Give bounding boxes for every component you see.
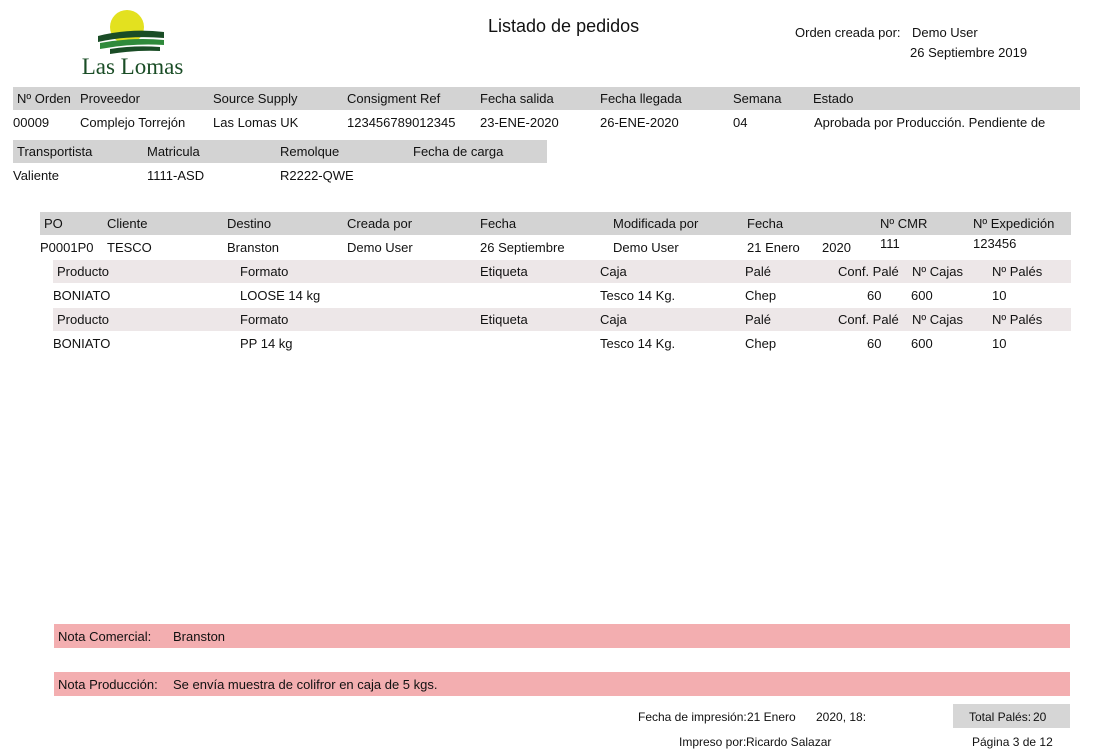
conf-pallet-value: 60 [867, 336, 882, 351]
status-value: Aprobada por Producción. Pendiente de [814, 115, 1046, 130]
pallet-header: Palé [745, 312, 772, 327]
carrier-header: Transportista [17, 144, 93, 159]
pallets-header: Nº Palés [992, 264, 1043, 279]
company-logo [70, 10, 195, 80]
label-header: Etiqueta [480, 312, 528, 327]
pallet-header: Palé [745, 264, 772, 279]
report-title: Listado de pedidos [488, 16, 640, 36]
created-by-value: Demo User [912, 25, 978, 40]
conf-pallet-header: Conf. Palé [838, 312, 899, 327]
client-header: Cliente [107, 216, 148, 231]
trailer-value: R2222-QWE [280, 168, 354, 183]
commercial-note-text: Branston [173, 629, 226, 644]
order-no-header: Nº Orden [17, 91, 71, 106]
po-date-header: Fecha [480, 216, 517, 231]
print-date-label: Fecha de impresión: [638, 710, 747, 724]
modified-by-header: Modificada por [613, 216, 699, 231]
carrier-value: Valiente [13, 168, 60, 183]
pallets-header: Nº Palés [992, 312, 1043, 327]
po-date-value: 26 Septiembre [480, 240, 565, 255]
commercial-note-label: Nota Comercial: [58, 629, 152, 644]
logo-sun-icon [70, 10, 195, 60]
page-number: Página 3 de 12 [972, 735, 1053, 749]
destination-header: Destino [227, 216, 272, 231]
source-supply-value: Las Lomas UK [213, 115, 299, 130]
created-by-label: Orden creada por: [795, 25, 901, 40]
format-header: Formato [240, 312, 289, 327]
po-created-by-value: Demo User [347, 240, 413, 255]
arrival-value: 26-ENE-2020 [600, 115, 679, 130]
mod-date-value: 21 Enero [747, 240, 800, 255]
expedition-value: 123456 [973, 236, 1017, 251]
production-note-text: Se envía muestra de colifror en caja de 5 kgs. [173, 677, 438, 692]
pallet-value: Chep [745, 336, 777, 351]
trailer-header: Remolque [280, 144, 340, 159]
production-note-label: Nota Producción: [58, 677, 158, 692]
status-header: Estado [813, 91, 854, 106]
po-value: P0001P0 [40, 240, 94, 255]
box-value: Tesco 14 Kg. [600, 336, 676, 351]
format-value: LOOSE 14 kg [240, 288, 321, 303]
boxes-header: Nº Cajas [912, 264, 963, 279]
box-header: Caja [600, 312, 627, 327]
client-value: TESCO [107, 240, 152, 255]
plate-header: Matricula [147, 144, 200, 159]
format-header: Formato [240, 264, 289, 279]
box-header: Caja [600, 264, 627, 279]
po-header: PO [44, 216, 63, 231]
pallets-value: 10 [992, 288, 1007, 303]
total-pallets-value: 20 [1033, 710, 1047, 724]
boxes-header: Nº Cajas [912, 312, 963, 327]
consignment-ref-value: 123456789012345 [347, 115, 456, 130]
arrival-header: Fecha llegada [600, 91, 682, 106]
mod-year-value: 2020 [822, 240, 851, 255]
load-date-header: Fecha de carga [413, 144, 504, 159]
destination-value: Branston [227, 240, 280, 255]
product-value: BONIATO [53, 336, 111, 351]
printed-by-label: Impreso por: [679, 735, 747, 749]
plate-value: 1111-ASD [147, 168, 205, 183]
order-no-value: 00009 [13, 115, 50, 130]
pallets-value: 10 [992, 336, 1007, 351]
print-time-value: 2020, 18: [816, 710, 867, 724]
cmr-value: 111 [880, 236, 900, 251]
supplier-header: Proveedor [80, 91, 140, 106]
cmr-header: Nº CMR [880, 216, 928, 231]
logo-text: Las Lomas [81, 54, 184, 79]
conf-pallet-value: 60 [867, 288, 882, 303]
week-value: 04 [733, 115, 748, 130]
print-date-value: 21 Enero [747, 710, 796, 724]
format-value: PP 14 kg [240, 336, 293, 351]
source-supply-header: Source Supply [213, 91, 298, 106]
week-header: Semana [733, 91, 782, 106]
departure-header: Fecha salida [480, 91, 554, 106]
modified-by-value: Demo User [613, 240, 679, 255]
pallet-value: Chep [745, 288, 777, 303]
box-value: Tesco 14 Kg. [600, 288, 676, 303]
mod-date-header: Fecha [747, 216, 784, 231]
product-header: Producto [57, 312, 110, 327]
product-value: BONIATO [53, 288, 111, 303]
printed-by-value: Ricardo Salazar [746, 735, 832, 749]
expedition-header: Nº Expedición [973, 216, 1055, 231]
consignment-ref-header: Consigment Ref [347, 91, 441, 106]
boxes-value: 600 [911, 336, 933, 351]
supplier-value: Complejo Torrejón [80, 115, 186, 130]
total-pallets-label: Total Palés: [969, 710, 1032, 724]
boxes-value: 600 [911, 288, 933, 303]
label-header: Etiqueta [480, 264, 528, 279]
po-created-by-header: Creada por [347, 216, 413, 231]
created-date: 26 Septiembre 2019 [910, 45, 1028, 60]
product-header: Producto [57, 264, 110, 279]
conf-pallet-header: Conf. Palé [838, 264, 899, 279]
departure-value: 23-ENE-2020 [480, 115, 559, 130]
